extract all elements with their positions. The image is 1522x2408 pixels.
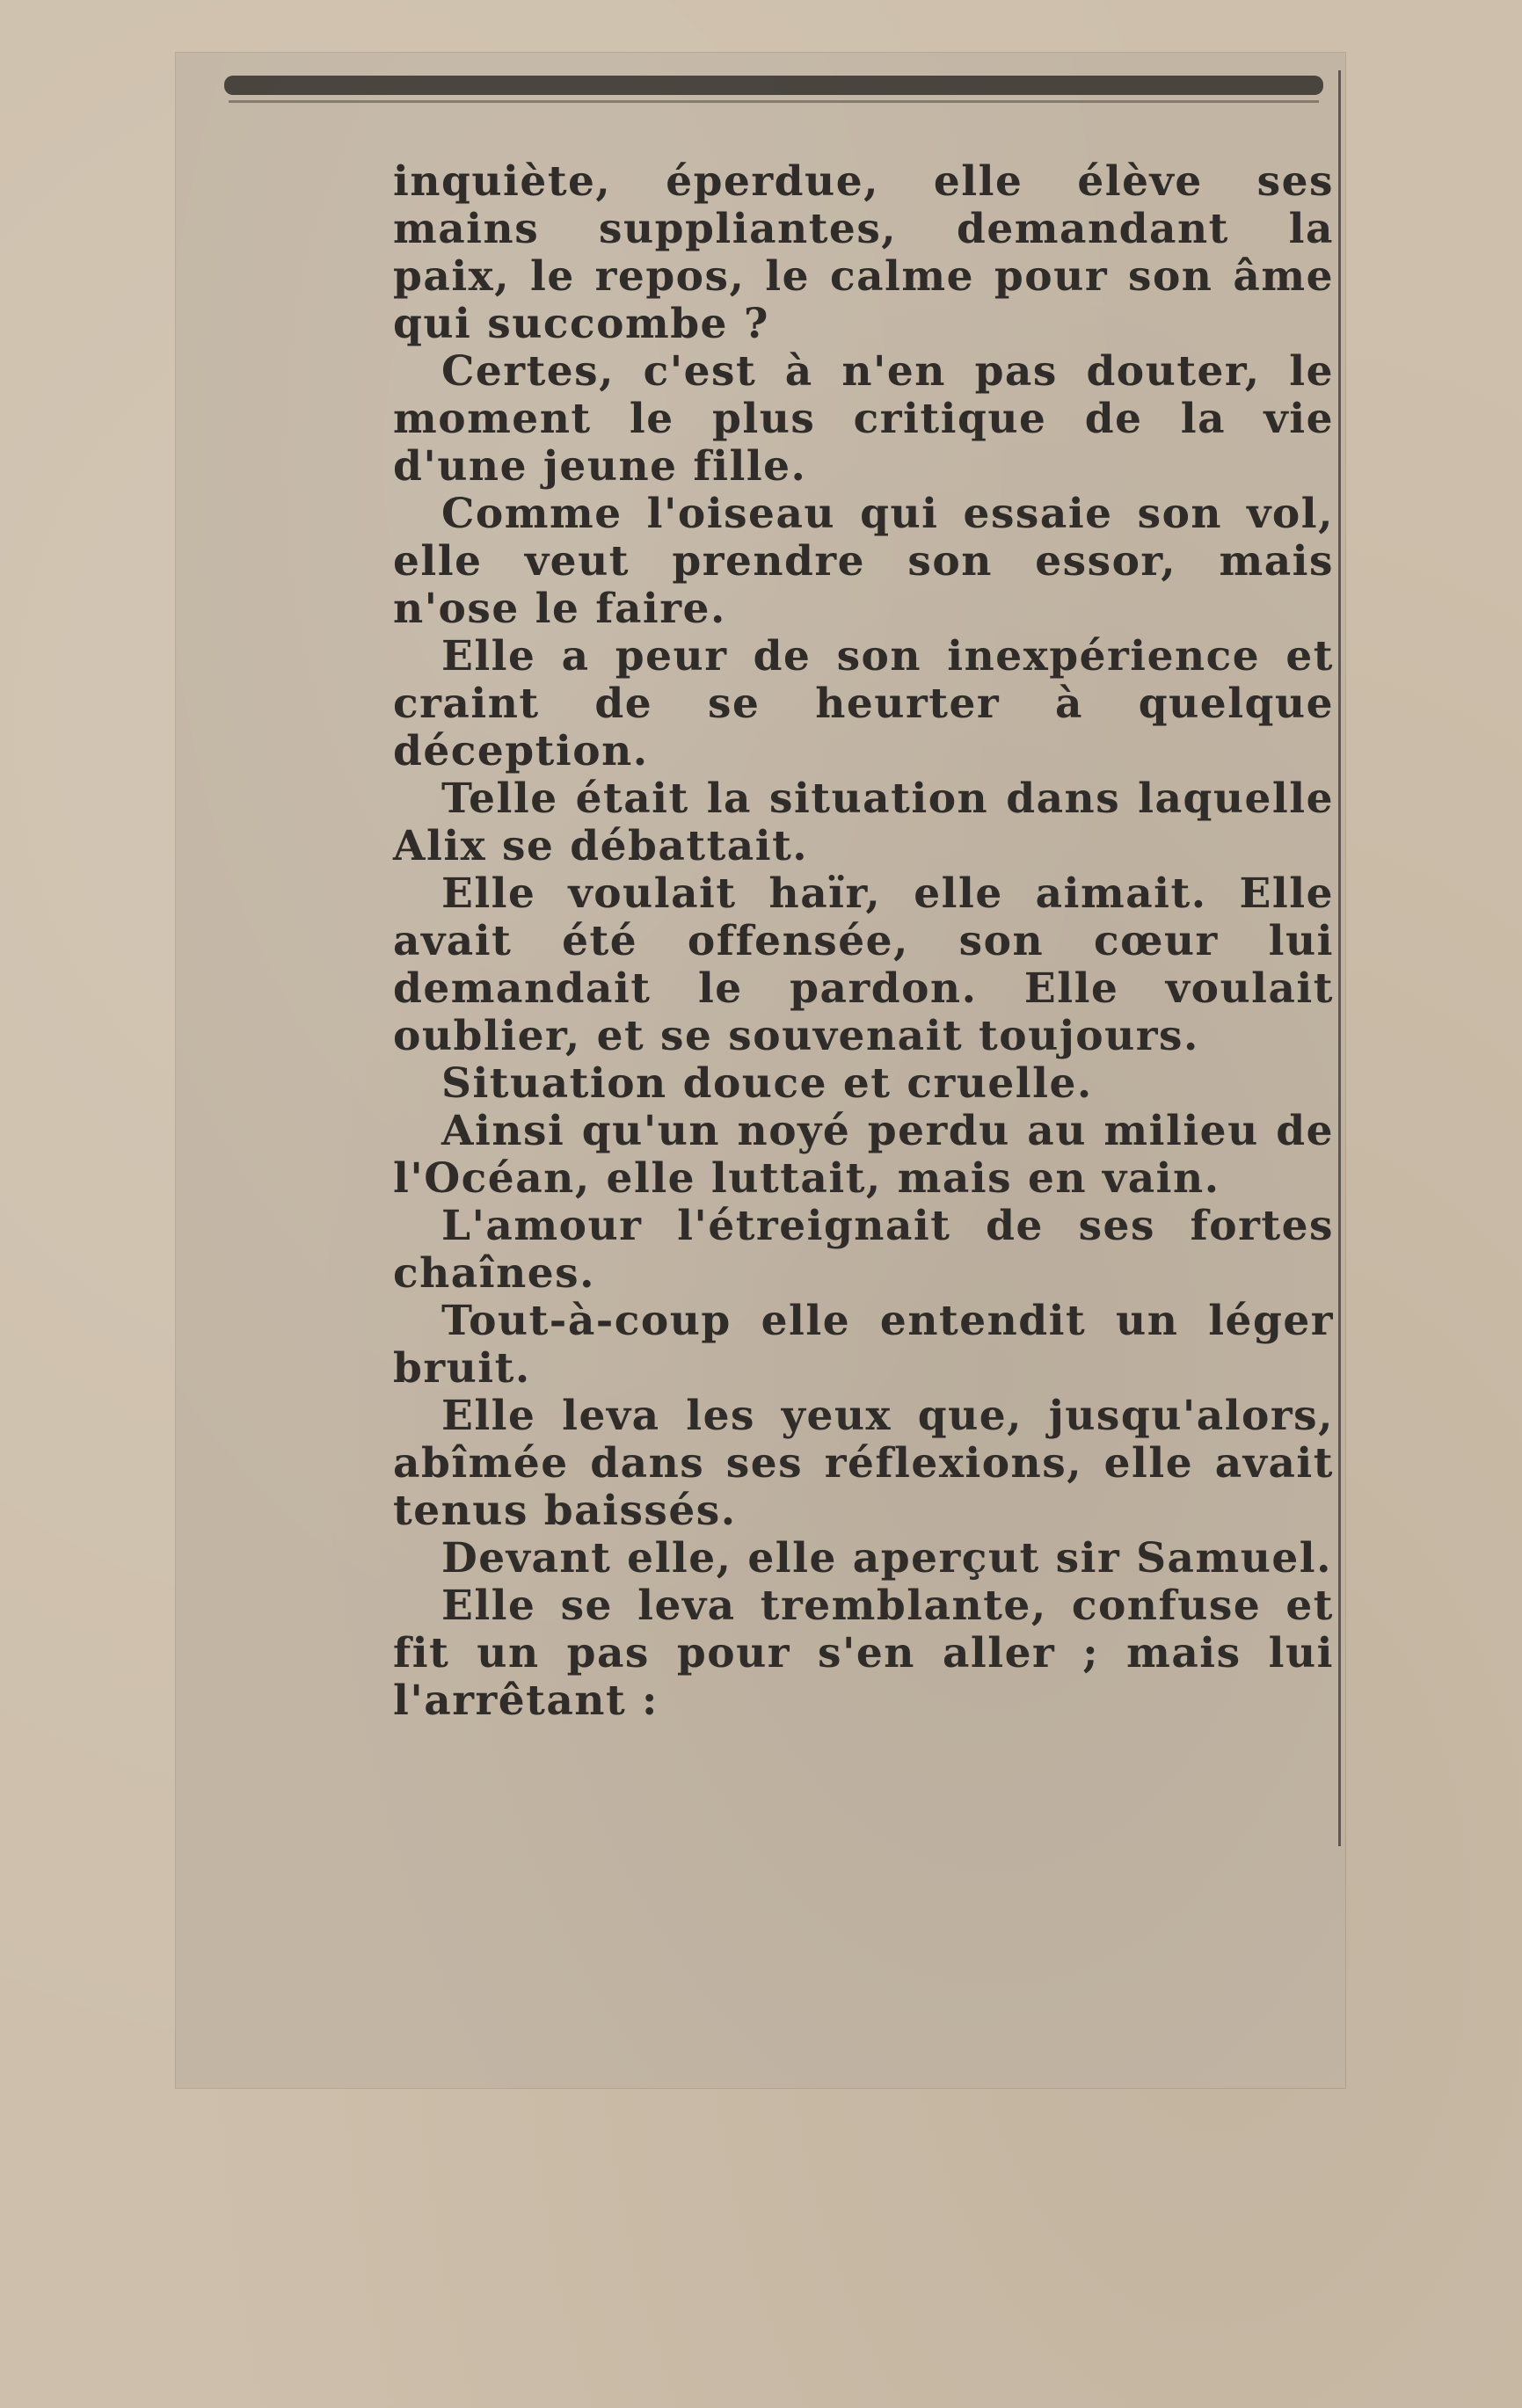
paragraph: Elle leva les yeux que, jusqu'alors, abîmée dans ses réflexions, elle avait tenus baissés. (393, 1392, 1334, 1535)
paragraph: Comme l'oiseau qui essaie son vol, elle veut prendre son essor, mais n'ose le faire. (393, 490, 1334, 633)
paragraph: Elle a peur de son inexpérience et craint de se heurter à quelque déception. (393, 632, 1334, 775)
paragraph: inquiète, éperdue, elle élève ses mains suppliantes, demandant la paix, le repos, le calme pour son âme qui succombe ? (393, 157, 1334, 348)
column-rule (1338, 70, 1341, 1846)
article-text (393, 158, 1334, 1725)
paragraph: Telle était la situation dans laquelle Alix se débattait. (393, 775, 1334, 870)
paragraph: Elle voulait haïr, elle aimait. Elle avait été offensée, son cœur lui demandait le pardon. Elle voulait oublier, et se souvenait toujours. (393, 869, 1334, 1060)
header-rule-thin (229, 100, 1319, 103)
paragraph: Situation douce et cruelle. (441, 1059, 1093, 1108)
paragraph: Certes, c'est à n'en pas douter, le moment le plus critique de la vie d'une jeune fille. (393, 347, 1334, 491)
header-rule (224, 76, 1323, 95)
paragraph: Tout-à-coup elle entendit un léger bruit. (393, 1297, 1334, 1393)
paragraph: L'amour l'étreignait de ses fortes chaînes. (393, 1202, 1334, 1298)
paragraph: Elle se leva tremblante, confuse et fit un pas pour s'en aller ; mais lui l'arrêtant : (393, 1582, 1334, 1725)
paragraph: Ainsi qu'un noyé perdu au milieu de l'Océan, elle luttait, mais en vain. (393, 1107, 1334, 1203)
paragraph: Devant elle, elle aperçut sir Samuel. (441, 1534, 1332, 1582)
